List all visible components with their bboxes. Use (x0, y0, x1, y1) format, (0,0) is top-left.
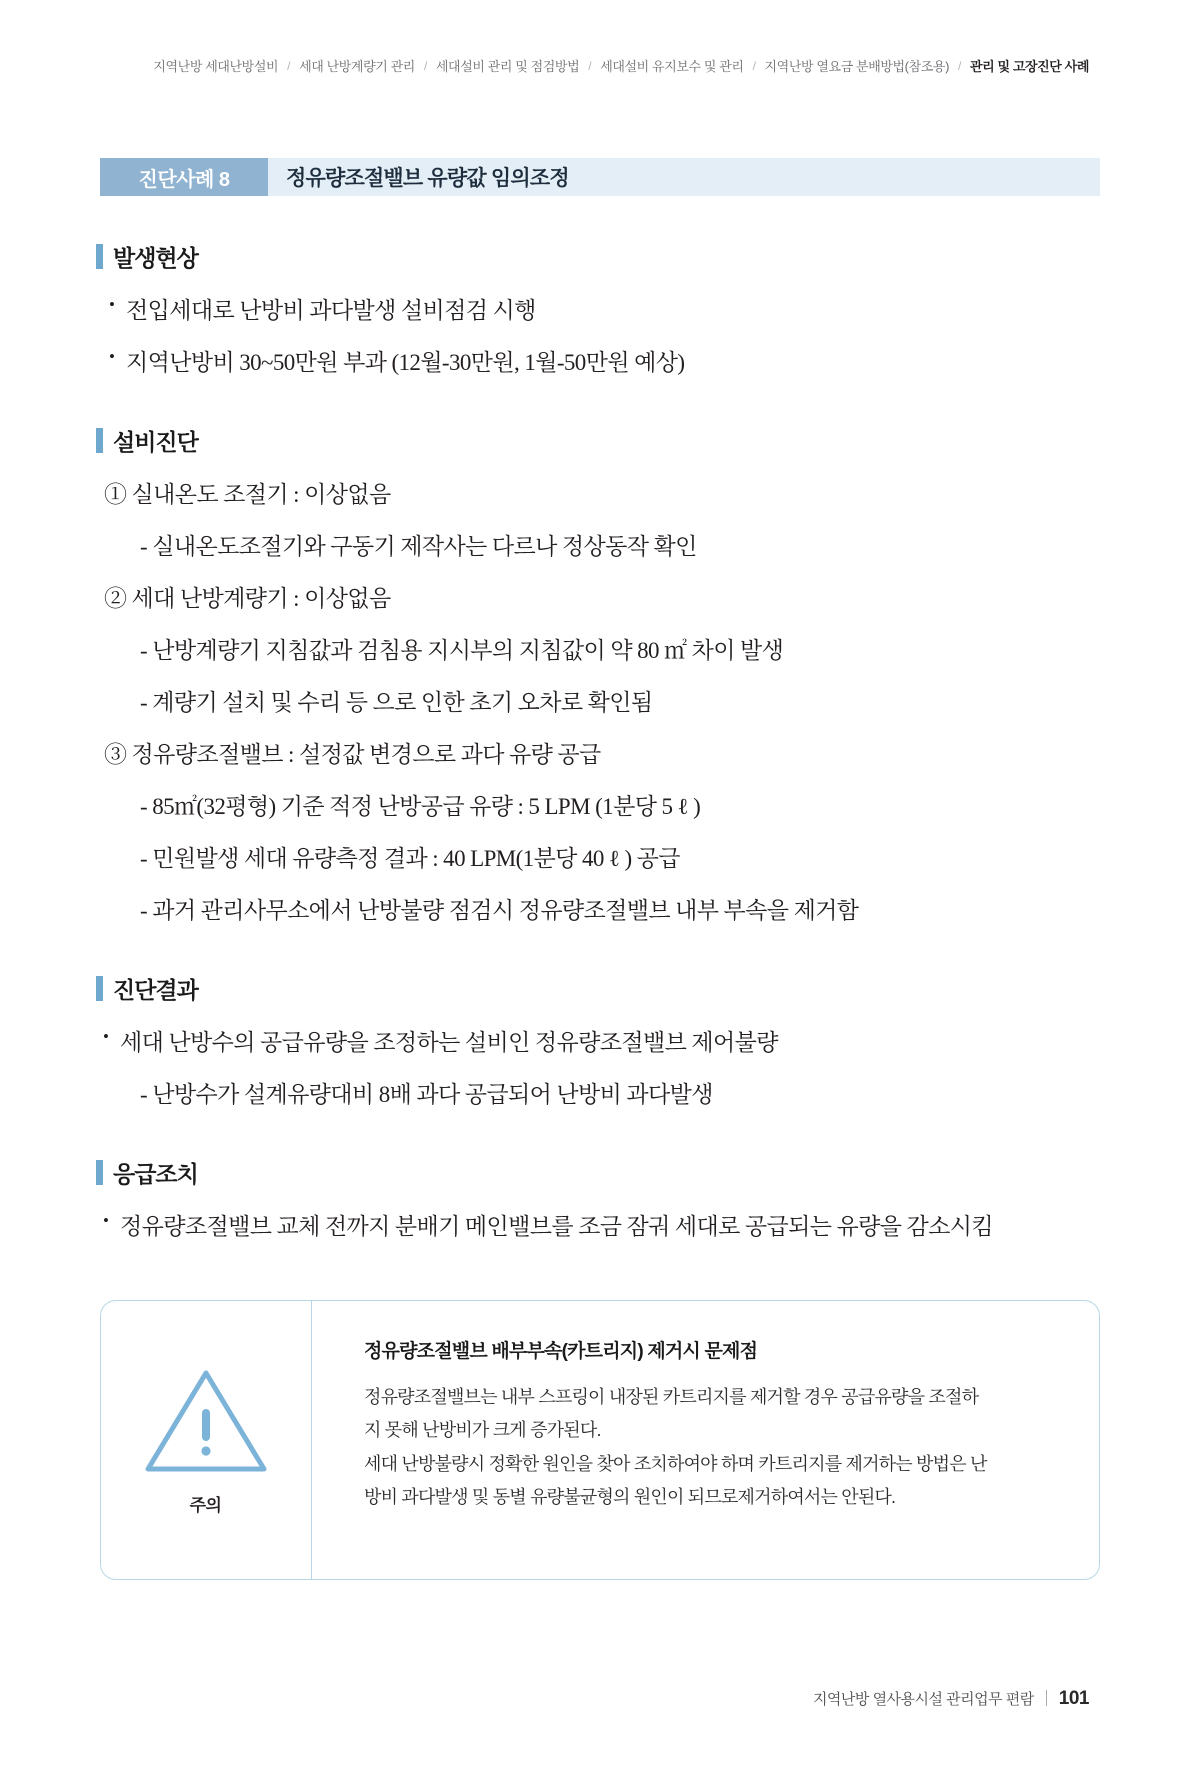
diagnosis-item-7: - 민원발생 세대 유량측정 결과 : 40 LPM(1분당 40 ℓ ) 공급 (140, 846, 680, 871)
section-heading-diagnosis (96, 424, 198, 457)
breadcrumb-separator: / (958, 58, 961, 73)
diagnosis-item-1: - 실내온도조절기와 구동기 제작사는 다르나 정상동작 확인 (140, 534, 697, 559)
section-heading-result (96, 972, 198, 1005)
warning-triangle-icon (142, 1365, 270, 1477)
section-heading-diagnosis-label: 설비진단 (113, 429, 198, 455)
caution-p2-line1: 세대 난방불량시 정확한 원인을 찾아 조치하여야 하며 카트리지를 제거하는 방법은 난 (364, 1453, 987, 1474)
section-accent-bar (96, 428, 103, 453)
section-heading-result-label: 진단결과 (113, 977, 198, 1003)
caution-title: 정유량조절밸브 배부부속(카트리지) 제거시 문제점 (364, 1341, 758, 1362)
breadcrumb-separator: / (588, 58, 592, 73)
caution-box (100, 1300, 1100, 1580)
page-number: 101 (1058, 1688, 1089, 1709)
breadcrumb-item-5-active[interactable]: 관리 및 고장진단 사례 (969, 59, 1089, 74)
case-title-band (100, 158, 1100, 196)
result-item-0: • 세대 난방수의 공급유량을 조정하는 설비인 정유량조절밸브 제어불량 (120, 1024, 778, 1057)
diagnosis-item-3: - 난방계량기 지침값과 검침용 지시부의 지침값이 약 80 ㎡ 차이 발생 (140, 638, 784, 663)
breadcrumb-separator: / (287, 58, 291, 73)
breadcrumb-item-3[interactable]: 세대설비 유지보수 및 관리 (600, 59, 744, 74)
caution-icon-area (100, 1300, 312, 1580)
breadcrumb-separator: / (423, 58, 427, 73)
diagnosis-item-2: ② 세대 난방계량기 : 이상없음 (104, 586, 391, 611)
footer (813, 1688, 1089, 1710)
occurrence-item-0: • 전입세대로 난방비 과다발생 설비점검 시행 (126, 292, 536, 325)
diagnosis-item-8: - 과거 관리사무소에서 난방불량 점검시 정유량조절밸브 내부 부속을 제거함 (140, 898, 859, 923)
breadcrumb-item-0[interactable]: 지역난방 세대난방설비 (153, 59, 279, 74)
case-number-badge: 진단사례 8 (100, 158, 268, 196)
caution-p1-line2: 지 못해 난방비가 크게 증가된다. (364, 1420, 601, 1441)
case-title: 정유량조절밸브 유량값 임의조정 (286, 167, 569, 190)
section-heading-action-label: 응급조치 (113, 1161, 198, 1187)
breadcrumb (153, 56, 1089, 75)
result-item-1: - 난방수가 설계유량대비 8배 과다 공급되어 난방비 과다발생 (140, 1082, 713, 1107)
section-heading-occurrence-label: 발생현상 (113, 245, 198, 271)
section-accent-bar (96, 976, 103, 1001)
caution-paragraph-1 (364, 1381, 1060, 1514)
caution-label: 주의 (189, 1495, 222, 1515)
diagnosis-item-4: - 계량기 설치 및 수리 등 으로 인한 초기 오차로 확인됨 (140, 690, 653, 715)
section-accent-bar (96, 1160, 103, 1185)
occurrence-item-1: • 지역난방비 30~50만원 부과 (12월-30만원, 1월-50만원 예상) (126, 344, 684, 377)
section-accent-bar (96, 244, 103, 269)
caution-text-area (312, 1300, 1100, 1580)
diagnosis-item-0: ① 실내온도 조절기 : 이상없음 (104, 482, 391, 507)
breadcrumb-item-4[interactable]: 지역난방 열요금 분배방법(참조용) (764, 59, 949, 74)
caution-p1-line1: 정유량조절밸브는 내부 스프링이 내장된 카트리지를 제거할 경우 공급유량을 조절하 (364, 1387, 979, 1407)
diagnosis-item-6: - 85㎡(32평형) 기준 적정 난방공급 유량 : 5 LPM (1분당 5 ℓ ) (140, 794, 701, 819)
breadcrumb-item-1[interactable]: 세대 난방계량기 관리 (299, 59, 415, 74)
breadcrumb-item-2[interactable]: 세대설비 관리 및 점검방법 (435, 59, 580, 74)
caution-p2-line2: 방비 과다발생 및 동별 유량불균형의 원인이 되므로제거하여서는 안된다. (364, 1486, 896, 1507)
footer-text: 지역난방 열사용시설 관리업무 편람 (812, 1691, 1034, 1708)
breadcrumb-separator: / (752, 58, 756, 73)
section-heading-occurrence (96, 240, 198, 273)
diagnosis-item-5: ③ 정유량조절밸브 : 설정값 변경으로 과다 유량 공급 (104, 742, 601, 767)
action-item-0: • 정유량조절밸브 교체 전까지 분배기 메인밸브를 조금 잠궈 세대로 공급되는 유량을 감소시킴 (120, 1208, 993, 1241)
section-heading-action (96, 1156, 198, 1189)
footer-divider (1046, 1690, 1047, 1706)
